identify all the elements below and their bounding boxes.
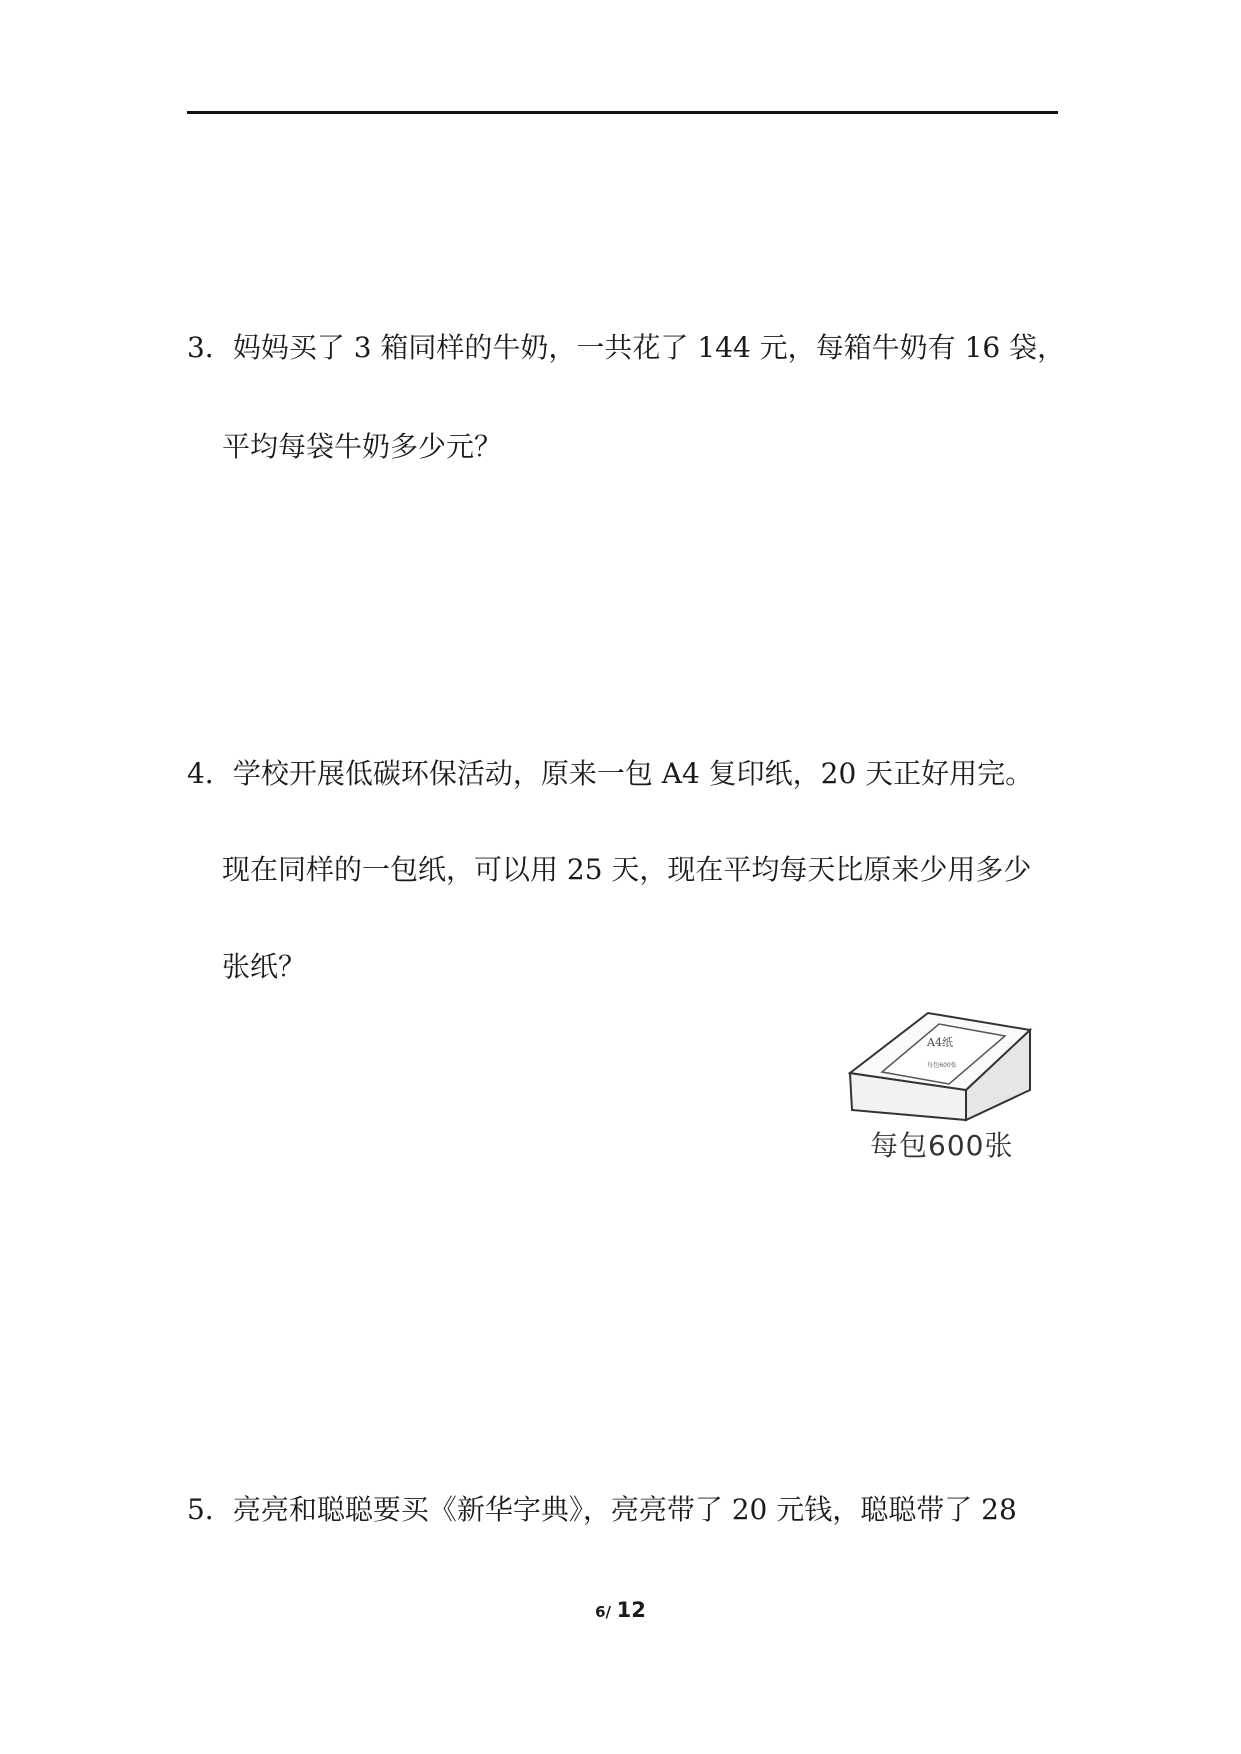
question-5-line-1: 5．亮亮和聪聪要买《新华字典》，亮亮带了 20 元钱，聪聪带了 28 <box>187 1493 1017 1526</box>
question-4-line-1: 4．学校开展低碳环保活动，原来一包 A4 复印纸，20 天正好用完。 <box>187 757 1034 790</box>
page-current: 6/ <box>595 1603 612 1621</box>
paper-pack-illustration <box>848 1010 1033 1122</box>
page-number <box>0 1598 1241 1622</box>
header-rule <box>187 111 1058 114</box>
question-4-line-2: 现在同样的一包纸，可以用 25 天，现在平均每天比原来少用多少 <box>222 853 1032 886</box>
box-label-text: 每包600张 <box>927 1062 957 1069</box>
paper-caption: 每包600张 <box>870 1129 1014 1162</box>
question-3-line-1: 3．妈妈买了 3 箱同样的牛奶，一共花了 144 元，每箱牛奶有 16 袋， <box>187 331 1066 364</box>
question-4-line-3: 张纸？ <box>222 950 307 983</box>
box-title-text: A4纸 <box>927 1036 953 1049</box>
page-total: 12 <box>616 1598 646 1622</box>
question-3-line-2: 平均每袋牛奶多少元？ <box>222 430 503 463</box>
